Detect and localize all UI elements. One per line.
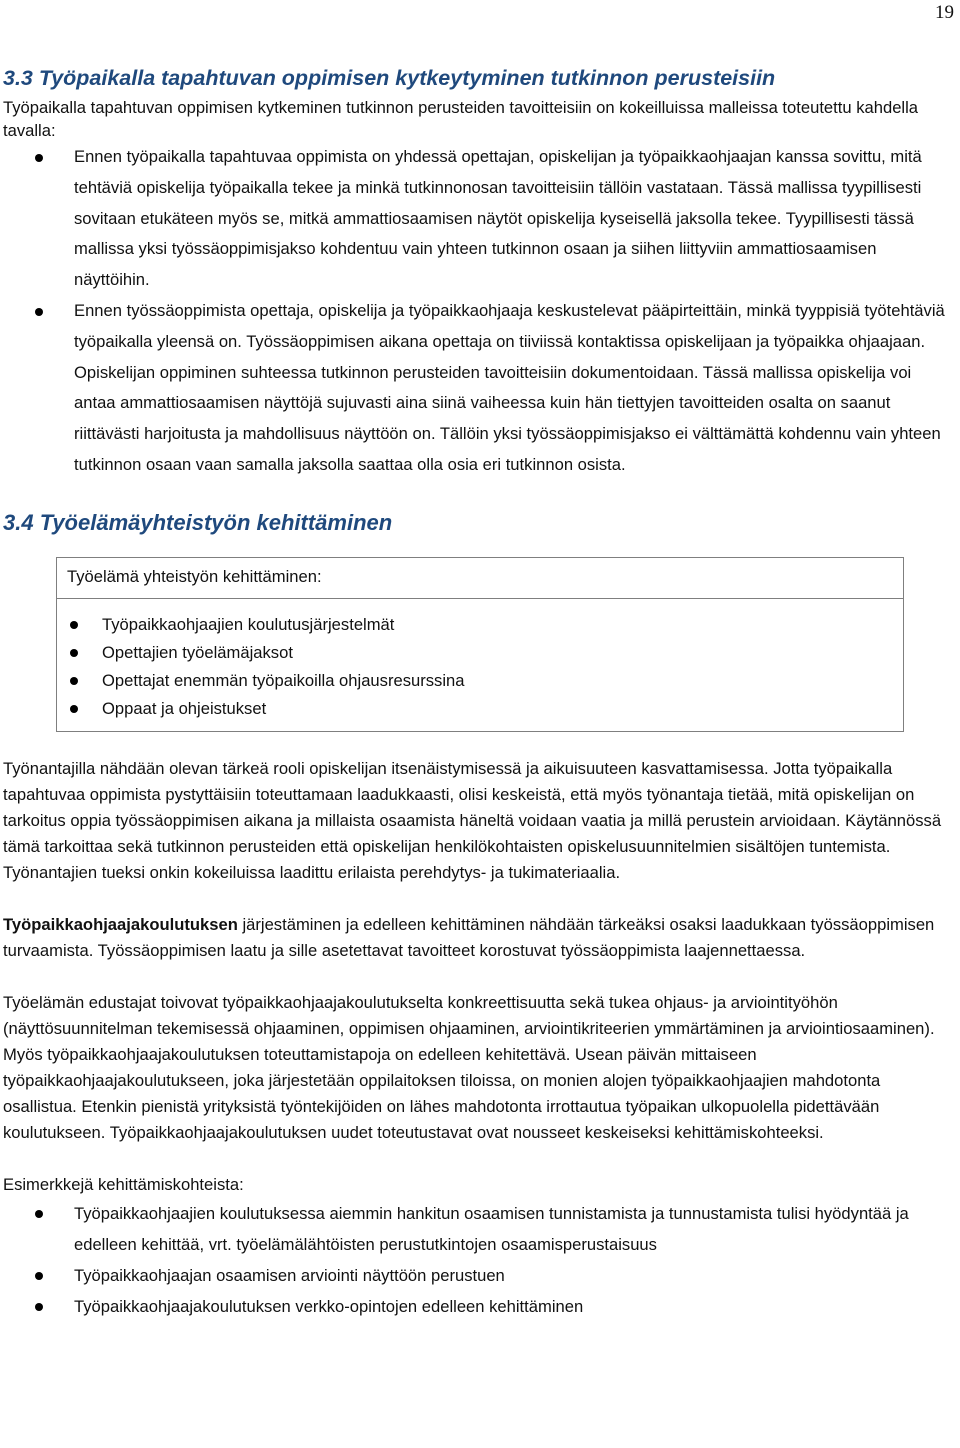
list-item [57,667,903,695]
list-item [3,296,955,481]
paragraph-text: järjestäminen ja edelleen kehittäminen nähdään tärkeäksi osaksi laadukkaan työssäoppimisen turvaamista. Työssäoppimisen laatu ja sille asetettavat tavoitteet korostuvat työssäoppimista laajennettaessa. [3,914,935,960]
list-item-text: Työpaikkaohjaajakoulutuksen verkko-opintojen edelleen kehittäminen [74,1296,584,1316]
list-item-text: Työpaikkaohjaajien koulutuksessa aiemmin hankitun osaamisen tunnistamista ja tunnustamista tulisi hyödyntää ja edelleen kehittää, vrt. työelämälähtöisten perustutkintojen osaamisperustaisuus [74,1203,909,1254]
bullet-icon [70,705,78,713]
list-item [57,639,903,667]
list-item [3,1198,955,1260]
bullet-icon [35,1272,43,1280]
list-item [57,695,903,723]
list-item [3,1260,955,1291]
paragraph-employers-role: Työnantajilla nähdään olevan tärkeä rooli opiskelijan itsenäistymisessä ja aikuisuuteen kasvattamisessa. Jotta työpaikalla tapahtuvaa oppimista pystyttäisiin toteuttamaan laadukkaasti, olisi keskeistä, että myös työnantaja tietää, mitä opiskelijan on tarkoitus oppia työssäoppimisen aikana ja millaista osaamista häneltä voidaan vaatia ja millä perustein arvioidaan. Käytännössä tämä tarkoittaa sekä tutkinnon perusteiden että opiskelijan henkilökohtaisten opiskelusuunnitelmien sisältöjen tuntemista. Työnantajien tueksi onkin kokeiluissa laadittu erilaista perehdytys- ja tukimateriaalia. [3,758,942,882]
page-number: 19 [935,2,954,23]
list-item-text: Opettajat enemmän työpaikoilla ohjausresurssina [102,670,465,690]
bullet-icon [35,1303,43,1311]
development-areas-box [56,557,904,732]
bullet-icon [35,1210,43,1218]
list-item-text: Ennen työssäoppimista opettaja, opiskelija ja työpaikkaohjaaja keskustelevat pääpirteittäin, minkä tyyppisiä työtehtäviä työpaikalla yleensä on. Työssäoppimisen aikana opettaja on tiiviissä kontaktissa opiskelijaan ja työpaikka ohjaajaan. Opiskelijan oppiminen suhteessa tutkinnon perusteiden tavoitteisiin dokumentoidaan. Tässä mallissa opiskelija voi antaa ammattiosaamisen näyttöjä sujuvasti aina siinä vaiheessa kuin hän tiettyjen tavoitteiden osalta on saanut riittävästi harjoitusta ja mahdollisuus näyttöön on. Tällöin yksi työssäoppimisjakso ei välttämättä kohdennu vain yhteen tutkinnon osaan vaan samalla jaksolla saattaa olla osia eri tutkinnon osista. [74,300,945,474]
document-body [3,64,955,1322]
bullet-icon [35,308,43,316]
examples-bullet-list [3,1198,955,1322]
list-item-text: Työpaikkaohjaajien koulutusjärjestelmät [102,614,395,634]
box-content [57,599,903,731]
section-3-3-bullet-list [3,142,955,481]
list-item-text: Työpaikkaohjaajan osaamisen arviointi näyttöön perustuen [74,1265,505,1285]
bullet-icon [70,649,78,657]
section-heading-3-3: 3.3 Työpaikalla tapahtuvan oppimisen kytkeytyminen tutkinnon perusteisiin [3,66,776,90]
section-3-3-intro: Työpaikalla tapahtuvan oppimisen kytkeminen tutkinnon perusteiden tavoitteisiin on kokeilluissa malleissa toteutettu kahdella tavalla: [3,98,919,140]
box-list [57,611,903,723]
paragraph-supervisor-training [3,912,955,964]
list-item [3,1291,955,1322]
list-item [57,611,903,639]
bullet-icon [70,677,78,685]
bullet-icon [35,154,43,162]
box-title: Työelämä yhteistyön kehittäminen: [57,558,903,599]
bullet-icon [70,621,78,629]
bold-term: Työpaikkaohjaajakoulutuksen [3,914,238,934]
list-item-text: Opettajien työelämäjaksot [102,642,293,662]
list-item [3,142,955,296]
list-item-text: Oppaat ja ohjeistukset [102,698,267,718]
section-heading-3-4: 3.4 Työelämäyhteistyön kehittäminen [3,509,393,535]
paragraph-working-life-wishes: Työelämän edustajat toivovat työpaikkaohjaajakoulutukselta konkreettisuutta sekä tukea ohjaus- ja arviointityöhön (näyttösuunnitelman tekemisessä ohjaaminen, oppimisen ohjaaminen, arviointikriteerien ymmärtäminen ja arviointiosaaminen). Myös työpaikkaohjaajakoulutuksen toteuttamistapoja on edelleen kehitettävä. Usean päivän mittaiseen työpaikkaohjaajakoulutukseen, joka järjestetään oppilaitoksen tiloissa, on monien alojen työpaikkaohjaajien mahdotonta osallistua. Etenkin pienistä yrityksistä työntekijöiden on lähes mahdotonta irrottautua työpaikan ulkopuolella pidettävään koulutukseen. Työpaikkaohjaajakoulutuksen uudet toteutustavat ovat nousseet keskeiseksi kehittämiskohteeksi. [3,992,935,1142]
examples-label: Esimerkkejä kehittämiskohteista: [3,1174,244,1194]
list-item-text: Ennen työpaikalla tapahtuvaa oppimista on yhdessä opettajan, opiskelijan ja työpaikkaohjaajan kanssa sovittu, mitä tehtäviä opiskelija työpaikalla tekee ja minkä tutkinnonosan tavoitteisiin tällöin vastataan. Tässä mallissa tyypillisesti sovitaan etukäteen myös se, mitkä ammattiosaamisen näytöt opiskelija kyseisellä jaksolla tekee. Tyypillisesti tässä mallissa yksi työssäoppimisjakso kohdentuu vain yhteen tutkinnon osaan ja siihen liittyviin ammattiosaamisen näyttöihin. [74,147,922,290]
